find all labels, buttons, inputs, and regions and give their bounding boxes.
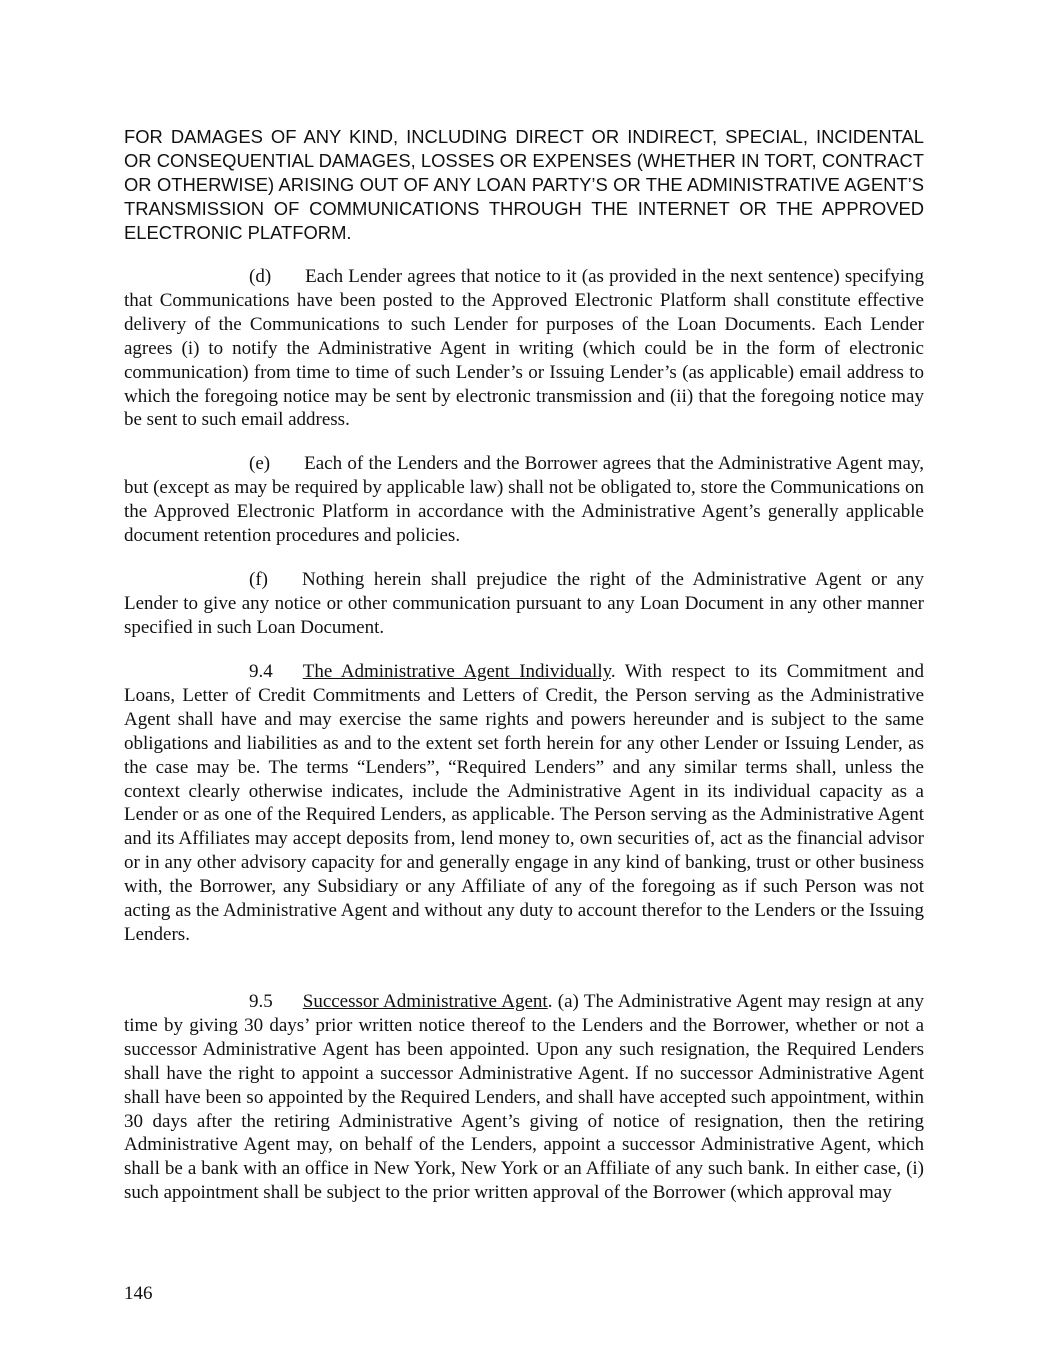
caps-text: FOR DAMAGES OF ANY KIND, INCLUDING DIRECT OR INDIRECT, SPECIAL, INCIDENTAL OR CONSEQUENTIAL DAMAGES, LOSSES OR EXPENSES (WHETHER IN TORT, CONTRACT OR OTHERWISE) ARISING OUT OF ANY LOAN PARTY’S OR THE ADMINISTRATIVE AGENT’S TRANSMISSION OF COMMUNICATIONS THROUGH THE INTERNET OR THE APPROVED ELECTRONIC PLATFORM. bbox=[124, 126, 924, 243]
page-number: 146 bbox=[124, 1283, 153, 1304]
paragraph-e bbox=[124, 452, 924, 548]
section-9-4-text: . With respect to its Commitment and Loans, Letter of Credit Commitments and Letters of Credit, the Person serving as the Administrative Agent shall have and may exercise the same rights and powers hereunder and is subject to the same obligations and liabilities as and to the extent set forth herein for any other Lender or Issuing Lender, as the case may be. The terms “Lenders”, “Required Lenders” and any similar terms shall, unless the context clearly otherwise indicates, include the Administrative Agent in its individual capacity as a Lender or as one of the Required Lenders, as applicable. The Person serving as the Administrative Agent and its Affiliates may accept deposits from, lend money to, own securities of, act as the financial advisor or in any other advisory capacity for and generally engage in any kind of banking, trust or other business with, the Borrower, any Subsidiary or any Affiliate of any of the foregoing as if such Person was not acting as the Administrative Agent and without any duty to account therefor to the Lenders or the Issuing Lenders. bbox=[124, 661, 924, 945]
section-9-4-heading: The Administrative Agent Individually bbox=[302, 661, 611, 682]
paragraph-f-label: (f) bbox=[249, 569, 268, 590]
paragraph-d-text: Each Lender agrees that notice to it (as provided in the next sentence) specifying that Communications have been posted to the Approved Electronic Platform shall constitute effective delivery of the Communications to such Lender for purposes of the Loan Documents. Each Lender agrees (i) to notify the Administrative Agent in writing (which could be in the form of electronic communication) from time to time of such Lender’s or Issuing Lender’s (as applicable) email address to which the foregoing notice may be sent by electronic transmission and (ii) that the foregoing notice may be sent to such email address. bbox=[124, 266, 924, 431]
section-9-5-text: . (a) The Administrative Agent may resign at any time by giving 30 days’ prior written notice thereof to the Lenders and the Borrower, whether or not a successor Administrative Agent has been appointed. Upon any such resignation, the Required Lenders shall have the right to appoint a successor Administrative Agent. If no successor Administrative Agent shall have been so appointed by the Required Lenders, and shall have accepted such appointment, within 30 days after the retiring Administrative Agent’s giving of notice of resignation, then the retiring Administrative Agent may, on behalf of the Lenders, appoint a successor Administrative Agent, which shall be a bank with an office in New York, New York or an Affiliate of any such bank. In either case, (i) such appointment shall be subject to the prior written approval of the Borrower (which approval may bbox=[124, 991, 924, 1204]
paragraph-d bbox=[124, 265, 924, 432]
disclaimer-caps-paragraph bbox=[124, 125, 924, 245]
paragraph-f bbox=[124, 568, 924, 640]
paragraph-e-text: Each of the Lenders and the Borrower agrees that the Administrative Agent may, but (except as may be required by applicable law) shall not be obligated to, store the Communications on the Approved Electronic Platform in accordance with the Administrative Agent’s generally applicable document retention procedures and policies. bbox=[124, 453, 924, 546]
section-9-4 bbox=[124, 660, 924, 947]
section-9-5-number: 9.5 bbox=[249, 991, 273, 1012]
section-9-5 bbox=[124, 990, 924, 1205]
paragraph-e-label: (e) bbox=[249, 453, 271, 474]
paragraph-f-text: Nothing herein shall prejudice the right of the Administrative Agent or any Lender to give any notice or other communication pursuant to any Loan Document in any other manner specified in such Loan Document. bbox=[124, 569, 924, 638]
section-9-5-heading: Successor Administrative Agent bbox=[302, 991, 548, 1012]
section-9-4-number: 9.4 bbox=[249, 661, 273, 682]
paragraph-d-label: (d) bbox=[249, 266, 272, 287]
